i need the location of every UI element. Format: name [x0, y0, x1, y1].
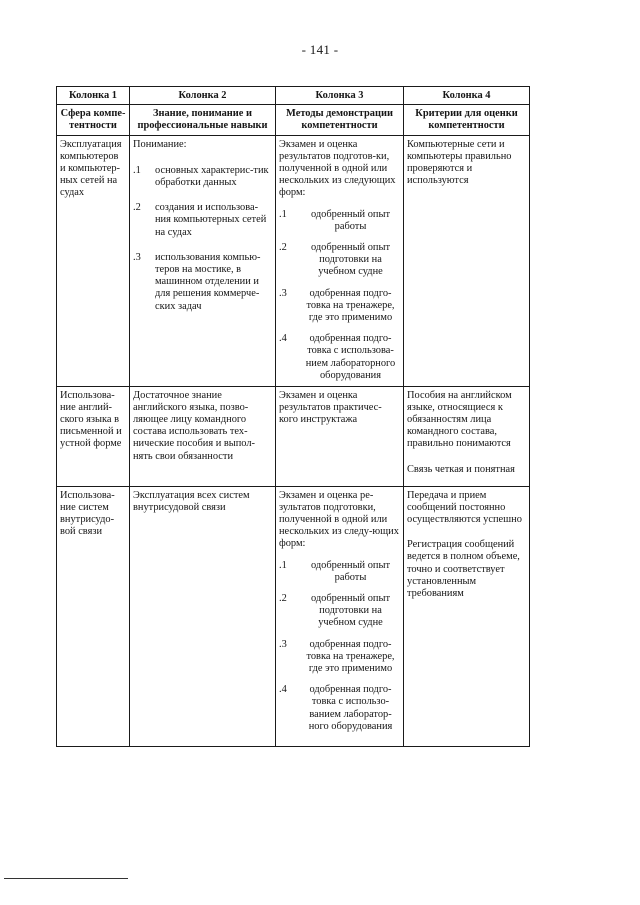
methods-cell: [276, 486, 404, 746]
item-number: .3: [279, 638, 287, 650]
item-number: .2: [279, 242, 287, 254]
table-row: [57, 486, 530, 746]
criteria-text: Передача и прием сообщений постоянно осуществляются успешно: [407, 489, 522, 526]
column-number: Колонка 1: [57, 87, 130, 105]
column-header: Методы демонстрации компетентности: [276, 105, 404, 135]
column-number: Колонка 3: [276, 87, 404, 105]
knowledge-cell: Эксплуатация всех систем внутрисудовой связи: [130, 486, 276, 746]
methods-intro: Экзамен и оценка результатов подготов-ки, полученной в одной или нескольких из следующих форм:: [279, 138, 396, 199]
list-item: [279, 593, 400, 630]
methods-cell: [276, 135, 404, 386]
column-header: Критерии для оценки компетентности: [404, 105, 530, 135]
list-item: [279, 288, 400, 325]
list-item: [279, 560, 400, 584]
column-header: Знание, понимание и профессиональные навыки: [130, 105, 276, 135]
footnote-divider: [4, 878, 128, 879]
item-text: одобренная подго-товка с использова-нием лабораторного оборудования: [305, 333, 396, 381]
list-item: [279, 209, 400, 233]
knowledge-cell: Достаточное знание английского языка, позво-ляющее лицу командного состава использовать тех-нические пособия и выпол-нять свои обязанности: [130, 386, 276, 486]
header-row: [57, 105, 530, 135]
criteria-text: Связь четкая и понятная: [407, 463, 515, 475]
item-number: .4: [279, 684, 287, 696]
criteria-cell: [404, 486, 530, 746]
knowledge-cell: [130, 135, 276, 386]
item-text: создания и использова-ния компьютерных сетей на судах: [155, 202, 267, 238]
methods-intro: Экзамен и оценка ре-зультатов подготовки, полученной в одной или нескольких из следу-ющих форм:: [279, 489, 399, 550]
methods-list: [279, 560, 400, 733]
table-row: [57, 386, 530, 486]
knowledge-list: [133, 165, 272, 313]
item-text: одобренная подго-товка с использо-ванием лаборатор-ного оборудования: [308, 684, 393, 732]
item-number: .3: [133, 251, 141, 263]
item-text: основных характерис-тик обработки данных: [155, 164, 269, 189]
competence-sphere: Использова-ние англий-ского языка в письменной и устной форме: [57, 386, 130, 486]
list-item: [279, 684, 400, 733]
item-number: .1: [133, 164, 141, 176]
criteria-text: Компьютерные сети и компьютеры правильно проверяются и используются: [407, 138, 512, 187]
item-number: .2: [133, 202, 141, 214]
column-header: Сфера компе-тентности: [57, 105, 130, 135]
item-number: .4: [279, 333, 287, 345]
competence-sphere: Эксплуатация компьютеров и компьютер-ных сетей на судах: [57, 135, 130, 386]
criteria-text: Регистрация сообщений ведется в полном объеме, точно и соответствует установленным требованиям: [407, 539, 520, 600]
competence-table: [56, 86, 530, 747]
list-item: [133, 165, 272, 189]
column-number: Колонка 4: [404, 87, 530, 105]
item-text: одобренная подго-товка на тренажере, где это применимо: [306, 638, 395, 675]
list-item: [133, 252, 272, 313]
page-number: - 141 -: [301, 42, 339, 57]
column-number: Колонка 2: [130, 87, 276, 105]
item-number: .1: [279, 208, 287, 220]
item-text: одобренный опыт подготовки на учебном судне: [310, 593, 390, 629]
item-text: одобренная подго-товка на тренажере, где это применимо: [306, 287, 395, 324]
item-text: использования компью-теров на мостике, в машинном отделении и для решения коммерче-ских задач: [155, 251, 261, 312]
criteria-cell: [404, 386, 530, 486]
criteria-cell: [404, 135, 530, 386]
item-text: одобренный опыт подготовки на учебном судне: [310, 242, 390, 278]
list-item: [279, 639, 400, 676]
table-row: [57, 135, 530, 386]
list-item: [279, 333, 400, 382]
knowledge-intro: Понимание:: [133, 138, 187, 150]
item-number: .2: [279, 593, 287, 605]
column-number-row: [57, 87, 530, 105]
methods-cell: Экзамен и оценка результатов практичес-кого инструктажа: [276, 386, 404, 486]
item-number: .3: [279, 287, 287, 299]
criteria-text: Пособия на английском языке, относящиеся к обязанностям лица командного состава, правильно понимаются: [407, 389, 512, 450]
list-item: [133, 202, 272, 239]
methods-list: [279, 209, 400, 382]
list-item: [279, 242, 400, 279]
item-number: .1: [279, 559, 287, 571]
item-text: одобренный опыт работы: [310, 208, 390, 232]
item-text: одобренный опыт работы: [310, 559, 390, 583]
competence-sphere: Использова-ние систем внутрисудо-вой связи: [57, 486, 130, 746]
